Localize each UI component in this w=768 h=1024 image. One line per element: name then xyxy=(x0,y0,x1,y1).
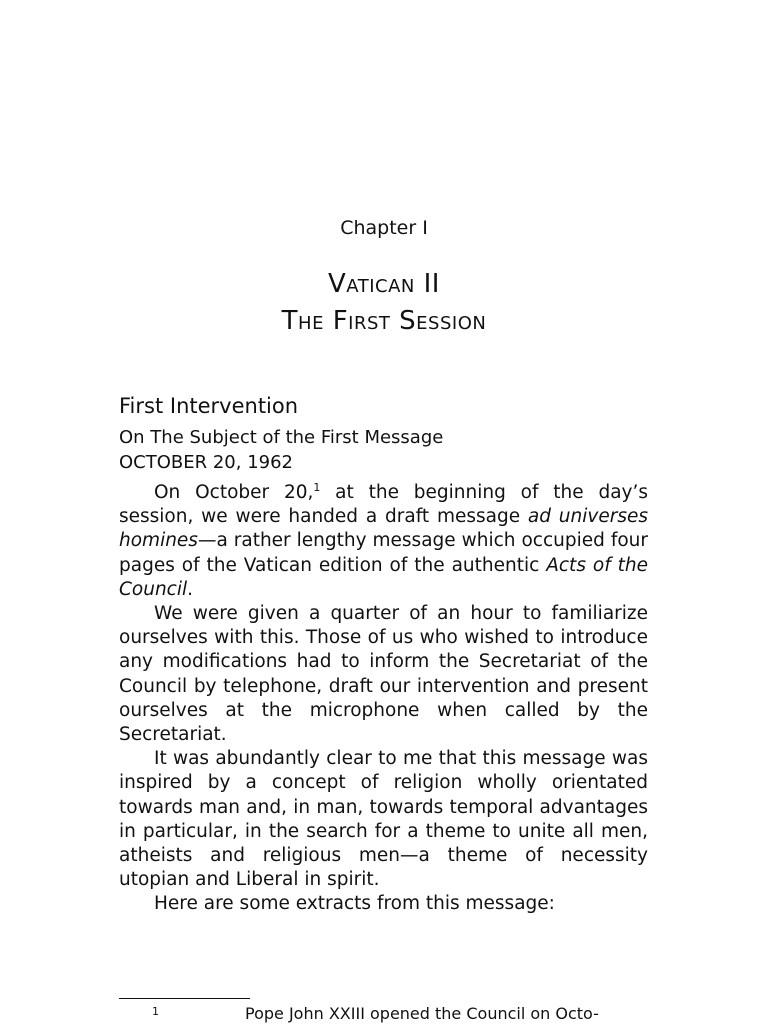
paragraph-1-italic-phrase: ad universes homines xyxy=(119,506,648,552)
footnote-divider xyxy=(119,998,250,999)
body-text xyxy=(119,481,648,917)
chapter-title-line-1: Vatican II xyxy=(328,269,440,299)
paragraph-2: We were given a quarter of an hour to familiarize ourselves with this. Those of us who wished to introduce any modifications had to inform the Secretariat of the Council by telephone, draft our intervention and present ourselves at the microphone when called by the Secretariat. xyxy=(119,603,648,746)
chapter-label: Chapter I xyxy=(340,217,428,239)
paragraph-1 xyxy=(119,481,648,602)
paragraph-1-part-f: . xyxy=(187,578,194,600)
footnote-text: Pope John XXIII opened the Council on Octo- xyxy=(245,1004,599,1023)
section-heading: First Intervention xyxy=(119,394,299,418)
paragraph-1-italic-title: Acts of the Council xyxy=(119,554,648,600)
footnote-reference[interactable]: 1 xyxy=(313,481,321,494)
section-date: OCTOBER 20, 1962 xyxy=(119,452,294,473)
paragraph-3: It was abundantly clear to me that this message was inspired by a concept of religion wholly orientated towards man and, in man, towards temporal advantages in particular, in the search for a theme to unite all men, atheists and religious men—a theme of necessity utopian and Liberal in spirit. xyxy=(119,748,648,891)
paragraph-4: Here are some extracts from this message: xyxy=(154,893,555,915)
paragraph-1-part-b: at the beginning of the day’s session, we were handed a draft message xyxy=(119,482,648,528)
footnote-mark: 1 xyxy=(152,1005,159,1018)
paragraph-1-part-d: —a rather lengthy message which occupied four pages of the Vatican edition of the authentic xyxy=(119,530,648,576)
section-subheading: On The Subject of the First Message xyxy=(119,427,444,448)
paragraph-1-part-a: On October 20, xyxy=(154,482,314,503)
chapter-title-line-2: The First Session xyxy=(281,306,487,336)
